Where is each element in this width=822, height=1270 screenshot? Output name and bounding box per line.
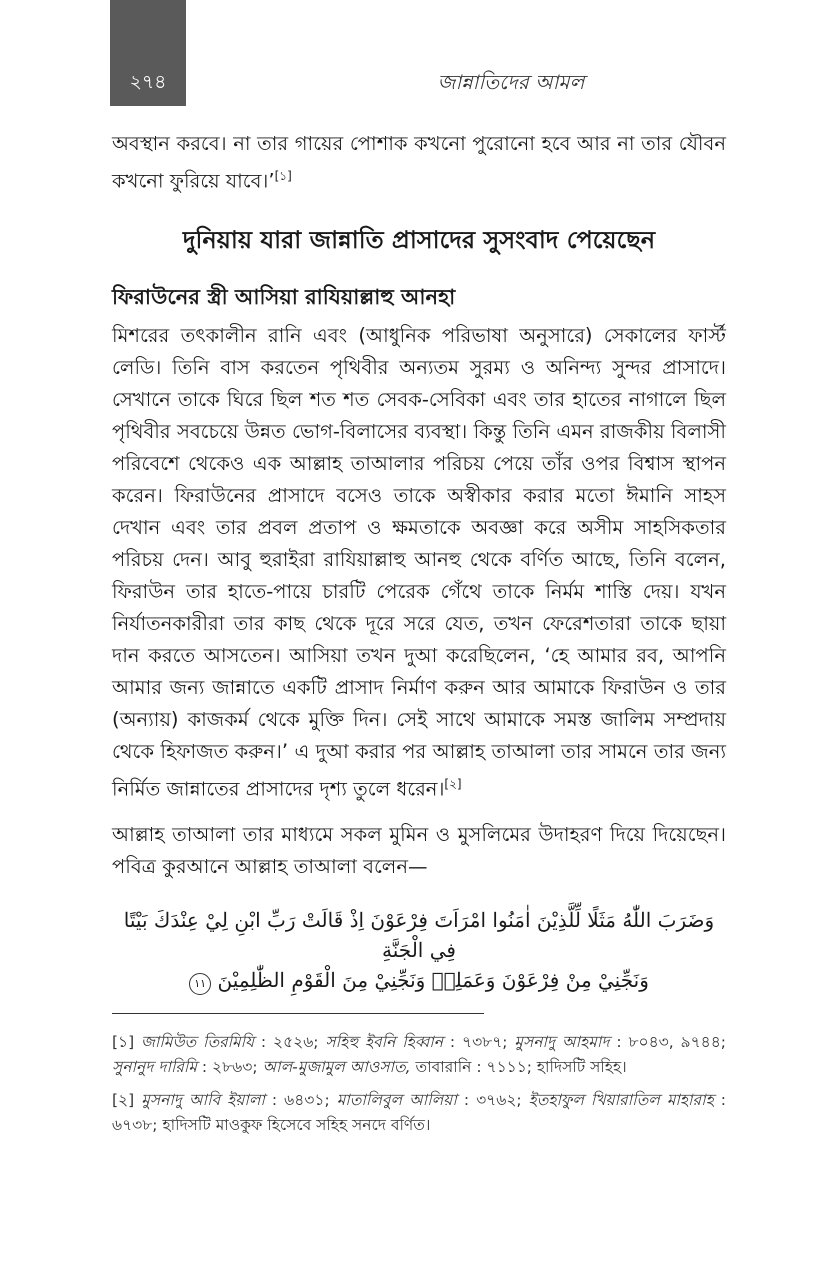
footnote-1-ref-4: : ২৮৬৩; bbox=[196, 1058, 263, 1076]
footnote-ref-2[interactable]: [২] bbox=[444, 776, 462, 791]
sub-heading: ফিরাউনের স্ত্রী আসিয়া রাযিয়াল্লাহু আনহা bbox=[112, 284, 456, 309]
footnote-2-source-1: মুসনাদু আবি ইয়ালা bbox=[141, 1091, 265, 1109]
ayah-number-marker: ١١ bbox=[189, 973, 211, 995]
continuation-text: অবস্থান করবে। না তার গায়ের পোশাক কখনো পুরোনো হবে আর না তার যৌবন কখনো ফুরিয়ে যাবে।’ bbox=[112, 132, 726, 193]
footnote-1-source-3: মুসনাদু আহমাদ bbox=[514, 1033, 610, 1051]
quran-verse-line-1: وَضَرَبَ اللّٰهُ مَثَلًا لِّلَّذِيْنَ اٰمَنُوا امْرَاَتَ فِرْعَوْنَ اِذْ قَالَتْ رَبِّ ابْنِ لِيْ عِنْدَكَ بَيْتًا فِي الْجَنَّةِ bbox=[123, 908, 715, 962]
page-content bbox=[112, 128, 726, 1146]
intro-paragraph: আল্লাহ তাআলা তার মাধ্যমে সকল মুমিন ও মুসলিমের উদাহরণ দিয়ে দিয়েছেন। পবিত্র কুরআনে আল্লাহ তাআলা বলেন— bbox=[112, 823, 726, 878]
footnote-ref-1[interactable]: [১] bbox=[274, 169, 292, 183]
footnote-1 bbox=[112, 1030, 726, 1080]
footnote-1-marker: [১] bbox=[112, 1033, 135, 1051]
main-paragraph bbox=[112, 320, 726, 806]
footnote-2-marker: [২] bbox=[112, 1091, 135, 1109]
footnote-2-source-3: ইতহাফুল খিয়ারাতিল মাহারাহ bbox=[528, 1091, 714, 1109]
continuation-paragraph bbox=[112, 128, 726, 198]
quran-verse bbox=[112, 905, 726, 995]
main-paragraph-text: মিশরের তৎকালীন রানি এবং (আধুনিক পরিভাষা অনুসারে) সেকালের ফার্স্ট লেডি। তিনি বাস করতেন পৃথিবীর অন্যতম সুরম্য ও অনিন্দ্য সুন্দর প্রাসাদে। সেখানে তাকে ঘিরে ছিল শত শত সেবক-সেবিকা এবং তার হাতের নাগালে ছিল পৃথিবীর সবচেয়ে উন্নত ভোগ-বিলাসের ব্যবস্থা। কিন্তু তিনি এমন রাজকীয় বিলাসী পরিবেশে থেকেও এক আল্লাহ তাআলার পরিচয় পেয়ে তাঁর ওপর বিশ্বাস স্থাপন করেন। ফিরাউনের প্রাসাদে বসেও তাকে অস্বীকার করার মতো ঈমানি সাহস দেখান এবং তার প্রবল প্রতাপ ও ক্ষমতাকে অবজ্ঞা করে অসীম সাহসিকতার পরিচয় দেন। আবু হুরাইরা রাযিয়াল্লাহু আনহু থেকে বর্ণিত আছে, তিনি বলেন, ফিরাউন তার হাতে-পায়ে চারটি পেরেক গেঁথে তাকে নির্মম শাস্তি দেয়। যখন নির্যাতনকারীরা তার কাছ থেকে দূরে সরে যেত, তখন ফেরেশতারা তাকে ছায়া দান করতে আসতেন। আসিয়া তখন দুআ করেছিলেন, ‘হে আমার রব, আপনি আমার জন্য জান্নাতে একটি প্রাসাদ নির্মাণ করুন আর আমাকে ফিরাউন ও তার (অন্যায়) কাজকর্ম থেকে মুক্তি দিন। সেই সাথে আমাকে সমস্ত জালিম সম্প্রদায় থেকে হিফাজত করুন।’ এ দুআ করার পর আল্লাহ তাআলা তার সামনে তার জন্য নির্মিত জান্নাতের প্রাসাদের দৃশ্য তুলে ধরেন। bbox=[112, 323, 726, 800]
footnote-1-ref-2: : ৭৩৮৭; bbox=[443, 1033, 515, 1051]
footnote-2 bbox=[112, 1088, 726, 1138]
footnote-1-ref-1: : ২৫২৬; bbox=[254, 1033, 326, 1051]
quran-verse-line-2-text: وَنَجِّنِيْ مِنْ فِرْعَوْنَ وَعَمَلِهٖ وَنَجِّنِيْ مِنَ الْقَوْمِ الظّٰلِمِيْنَ bbox=[217, 968, 649, 992]
quran-verse-line-2 bbox=[112, 965, 726, 995]
footnote-divider bbox=[112, 1013, 484, 1014]
running-header-title: জান্নাতিদের আমল bbox=[437, 70, 585, 94]
footnote-2-ref-2: : ৩৭৬২; bbox=[456, 1091, 529, 1109]
page-number: ২৭৪ bbox=[129, 71, 167, 93]
page-number-tab bbox=[110, 0, 186, 106]
footnote-1-source-1: জামিউত তিরমিযি bbox=[141, 1033, 255, 1051]
footnote-2-ref-1: : ৬৪৩১; bbox=[264, 1091, 337, 1109]
footnote-2-ref-3: : ৬৭৩৮; হাদিসটি মাওকুফ হিসেবে সহিহ সনদে বর্ণিত। bbox=[112, 1091, 726, 1134]
footnote-2-source-2: মাতালিবুল আলিয়া bbox=[336, 1091, 457, 1109]
footnote-1-source-4: সুনানুদ দারিমি bbox=[112, 1058, 197, 1076]
section-heading: দুনিয়ায় যারা জান্নাতি প্রাসাদের সুসংবাদ পেয়েছেন bbox=[182, 225, 656, 254]
footnote-1-source-5: আল-মুজামুল আওসাত, bbox=[262, 1058, 411, 1076]
footnote-1-ref-5: তাবারানি : ৭১১১; হাদিসটি সহিহ। bbox=[410, 1058, 627, 1076]
footnote-1-source-2: সহিহু ইবনি হিব্বান bbox=[325, 1033, 444, 1051]
footnote-1-ref-3: : ৮০৪৩, ৯৭৪৪; bbox=[609, 1033, 727, 1051]
